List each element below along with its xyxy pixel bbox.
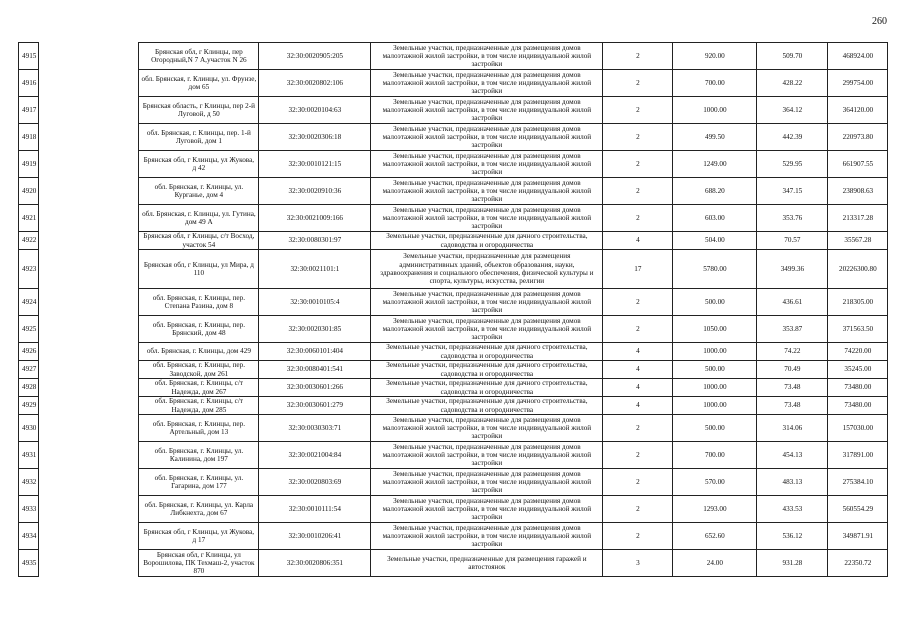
row-number-cell: 4918: [19, 124, 39, 151]
spacer-cell: [39, 415, 139, 442]
table-row: [19, 124, 888, 151]
address-cell: Брянская обл, г Клинцы, ул Жукова, д 42: [139, 151, 259, 178]
area-cell: 1249.00: [673, 151, 757, 178]
cadastral-number-cell: 32:30:0020301:85: [259, 316, 371, 343]
use-group-cell: 2: [603, 70, 673, 97]
cadastral-value-cell: 364120.00: [828, 97, 888, 124]
area-cell: 1293.00: [673, 496, 757, 523]
table-row: [19, 343, 888, 361]
cadastral-number-cell: 32:30:0010121:15: [259, 151, 371, 178]
land-use-cell: Земельные участки, предназначенные для размещения домов малоэтажной жилой застройки, в том числе индивидуальной жилой застройки: [371, 97, 603, 124]
land-use-cell: Земельные участки, предназначенные для размещения административных зданий, объектов образования, науки, здравоохранения и социального обеспечения, физической культуры и спорта, культуры, искусства, религии: [371, 250, 603, 289]
row-number-cell: 4931: [19, 442, 39, 469]
use-group-cell: 2: [603, 124, 673, 151]
address-cell: обл. Брянская, г. Клинцы, пер. 1-й Луговой, дом 1: [139, 124, 259, 151]
address-cell: Брянская обл, г Клинцы, ул Ворошилова, ПК Техмаш-2, участок 870: [139, 550, 259, 577]
spacer-cell: [39, 124, 139, 151]
land-use-cell: Земельные участки, предназначенные для размещения домов малоэтажной жилой застройки, в том числе индивидуальной жилой застройки: [371, 151, 603, 178]
unit-value-cell: 442.39: [757, 124, 828, 151]
cadastral-number-cell: 32:30:0060101:404: [259, 343, 371, 361]
cadastral-value-cell: 73480.00: [828, 379, 888, 397]
table-row: [19, 316, 888, 343]
row-number-cell: 4932: [19, 469, 39, 496]
cadastral-number-cell: 32:30:0020802:106: [259, 70, 371, 97]
unit-value-cell: 529.95: [757, 151, 828, 178]
cadastral-value-cell: 349871.91: [828, 523, 888, 550]
spacer-cell: [39, 523, 139, 550]
area-cell: 1050.00: [673, 316, 757, 343]
unit-value-cell: 73.48: [757, 397, 828, 415]
address-cell: обл. Брянская, г. Клинцы, с/т Надежда, дом 267: [139, 379, 259, 397]
spacer-cell: [39, 205, 139, 232]
use-group-cell: 2: [603, 442, 673, 469]
land-use-cell: Земельные участки, предназначенные для размещения домов малоэтажной жилой застройки, в том числе индивидуальной жилой застройки: [371, 178, 603, 205]
cadastral-value-cell: 22350.72: [828, 550, 888, 577]
cadastral-value-cell: 661907.55: [828, 151, 888, 178]
address-cell: Брянская область, г Клинцы, пер 2-й Луговой, д 50: [139, 97, 259, 124]
table-row: [19, 43, 888, 70]
spacer-cell: [39, 43, 139, 70]
cadastral-number-cell: 32:30:0021004:84: [259, 442, 371, 469]
land-use-cell: Земельные участки, предназначенные для дачного строительства, садоводства и огородничества: [371, 379, 603, 397]
unit-value-cell: 931.28: [757, 550, 828, 577]
use-group-cell: 2: [603, 316, 673, 343]
cadastral-value-cell: 220973.80: [828, 124, 888, 151]
area-cell: 570.00: [673, 469, 757, 496]
use-group-cell: 4: [603, 397, 673, 415]
spacer-cell: [39, 232, 139, 250]
cadastral-number-cell: 32:30:0010206:41: [259, 523, 371, 550]
row-number-cell: 4917: [19, 97, 39, 124]
use-group-cell: 4: [603, 232, 673, 250]
table-row: [19, 415, 888, 442]
address-cell: обл. Брянская, г. Клинцы, ул. Карла Либкнехта, дом 67: [139, 496, 259, 523]
row-number-cell: 4922: [19, 232, 39, 250]
cadastral-value-cell: 20226300.80: [828, 250, 888, 289]
use-group-cell: 2: [603, 205, 673, 232]
spacer-cell: [39, 151, 139, 178]
spacer-cell: [39, 496, 139, 523]
use-group-cell: 2: [603, 523, 673, 550]
row-number-cell: 4916: [19, 70, 39, 97]
land-use-cell: Земельные участки, предназначенные для размещения домов малоэтажной жилой застройки, в том числе индивидуальной жилой застройки: [371, 442, 603, 469]
unit-value-cell: 436.61: [757, 289, 828, 316]
row-number-cell: 4935: [19, 550, 39, 577]
cadastral-number-cell: 32:30:0020905:205: [259, 43, 371, 70]
spacer-cell: [39, 397, 139, 415]
area-cell: 688.20: [673, 178, 757, 205]
land-use-cell: Земельные участки, предназначенные для дачного строительства, садоводства и огородничества: [371, 361, 603, 379]
area-cell: 700.00: [673, 70, 757, 97]
use-group-cell: 4: [603, 343, 673, 361]
area-cell: 1000.00: [673, 97, 757, 124]
address-cell: обл. Брянская, г. Клинцы, дом 429: [139, 343, 259, 361]
use-group-cell: 2: [603, 415, 673, 442]
cadastral-value-cell: 371563.50: [828, 316, 888, 343]
table-row: [19, 70, 888, 97]
area-cell: 500.00: [673, 361, 757, 379]
address-cell: обл. Брянская, г. Клинцы, ул. Гутина, дом 49 А: [139, 205, 259, 232]
use-group-cell: 2: [603, 178, 673, 205]
area-cell: 1000.00: [673, 379, 757, 397]
row-number-cell: 4925: [19, 316, 39, 343]
row-number-cell: 4934: [19, 523, 39, 550]
land-use-cell: Земельные участки, предназначенные для размещения домов малоэтажной жилой застройки, в том числе индивидуальной жилой застройки: [371, 70, 603, 97]
land-use-cell: Земельные участки, предназначенные для размещения домов малоэтажной жилой застройки, в том числе индивидуальной жилой застройки: [371, 43, 603, 70]
use-group-cell: 17: [603, 250, 673, 289]
area-cell: 24.00: [673, 550, 757, 577]
address-cell: обл. Брянская, г. Клинцы, ул. Фрунзе, дом 65: [139, 70, 259, 97]
table-row: [19, 523, 888, 550]
address-cell: обл. Брянская, г. Клинцы, пер. Степана Разина, дом 8: [139, 289, 259, 316]
area-cell: 920.00: [673, 43, 757, 70]
unit-value-cell: 73.48: [757, 379, 828, 397]
cadastral-value-cell: 299754.00: [828, 70, 888, 97]
cadastral-number-cell: 32:30:0020803:69: [259, 469, 371, 496]
unit-value-cell: 364.12: [757, 97, 828, 124]
cadastral-value-cell: 74220.00: [828, 343, 888, 361]
row-number-cell: 4920: [19, 178, 39, 205]
spacer-cell: [39, 469, 139, 496]
cadastral-value-cell: 157030.00: [828, 415, 888, 442]
cadastral-number-cell: 32:30:0010111:54: [259, 496, 371, 523]
table-row: [19, 250, 888, 289]
address-cell: обл. Брянская, г. Клинцы, ул. Калинина, дом 197: [139, 442, 259, 469]
unit-value-cell: 3499.36: [757, 250, 828, 289]
area-cell: 652.60: [673, 523, 757, 550]
spacer-cell: [39, 550, 139, 577]
row-number-cell: 4930: [19, 415, 39, 442]
land-use-cell: Земельные участки, предназначенные для размещения домов малоэтажной жилой застройки, в том числе индивидуальной жилой застройки: [371, 523, 603, 550]
cadastral-number-cell: 32:30:0030601:279: [259, 397, 371, 415]
area-cell: 700.00: [673, 442, 757, 469]
land-use-cell: Земельные участки, предназначенные для дачного строительства, садоводства и огородничества: [371, 397, 603, 415]
table-row: [19, 469, 888, 496]
row-number-cell: 4928: [19, 379, 39, 397]
table-row: [19, 442, 888, 469]
cadastral-value-cell: 73480.00: [828, 397, 888, 415]
row-number-cell: 4933: [19, 496, 39, 523]
address-cell: Брянская обл, г Клинцы, ул Жукова, д 17: [139, 523, 259, 550]
row-number-cell: 4927: [19, 361, 39, 379]
area-cell: 1000.00: [673, 343, 757, 361]
spacer-cell: [39, 97, 139, 124]
cadastral-number-cell: 32:30:0020806:351: [259, 550, 371, 577]
land-use-cell: Земельные участки, предназначенные для размещения гаражей и автостоянок: [371, 550, 603, 577]
cadastral-number-cell: 32:30:0021009:166: [259, 205, 371, 232]
row-number-cell: 4919: [19, 151, 39, 178]
cadastral-number-cell: 32:30:0020306:18: [259, 124, 371, 151]
use-group-cell: 2: [603, 289, 673, 316]
cadastral-number-cell: 32:30:0010105:4: [259, 289, 371, 316]
cadastral-value-cell: 35245.00: [828, 361, 888, 379]
cadastral-number-cell: 32:30:0020910:36: [259, 178, 371, 205]
land-use-cell: Земельные участки, предназначенные для размещения домов малоэтажной жилой застройки, в том числе индивидуальной жилой застройки: [371, 289, 603, 316]
row-number-cell: 4926: [19, 343, 39, 361]
cadastral-number-cell: 32:30:0021101:1: [259, 250, 371, 289]
use-group-cell: 3: [603, 550, 673, 577]
area-cell: 500.00: [673, 289, 757, 316]
table-row: [19, 361, 888, 379]
table-row: [19, 178, 888, 205]
unit-value-cell: 314.06: [757, 415, 828, 442]
address-cell: обл. Брянская, г. Клинцы, пер. Брянский, дом 48: [139, 316, 259, 343]
row-number-cell: 4921: [19, 205, 39, 232]
land-use-cell: Земельные участки, предназначенные для размещения домов малоэтажной жилой застройки, в том числе индивидуальной жилой застройки: [371, 124, 603, 151]
address-cell: обл. Брянская, г. Клинцы, ул. Гагарина, дом 177: [139, 469, 259, 496]
unit-value-cell: 70.57: [757, 232, 828, 250]
table-row: [19, 151, 888, 178]
unit-value-cell: 347.15: [757, 178, 828, 205]
spacer-cell: [39, 343, 139, 361]
table-row: [19, 496, 888, 523]
table-row: [19, 379, 888, 397]
land-use-cell: Земельные участки, предназначенные для размещения домов малоэтажной жилой застройки, в том числе индивидуальной жилой застройки: [371, 469, 603, 496]
use-group-cell: 2: [603, 43, 673, 70]
table-row: [19, 97, 888, 124]
cadastral-value-cell: 218305.00: [828, 289, 888, 316]
table-row: [19, 205, 888, 232]
address-cell: обл. Брянская, г. Клинцы, пер. Артельный, дом 13: [139, 415, 259, 442]
address-cell: обл. Брянская, г. Клинцы, ул. Курганье, дом 4: [139, 178, 259, 205]
land-use-cell: Земельные участки, предназначенные для размещения домов малоэтажной жилой застройки, в том числе индивидуальной жилой застройки: [371, 415, 603, 442]
cadastral-value-cell: 275384.10: [828, 469, 888, 496]
use-group-cell: 4: [603, 361, 673, 379]
table-row: [19, 397, 888, 415]
unit-value-cell: 536.12: [757, 523, 828, 550]
area-cell: 603.00: [673, 205, 757, 232]
unit-value-cell: 353.87: [757, 316, 828, 343]
row-number-cell: 4929: [19, 397, 39, 415]
address-cell: Брянская обл, г Клинцы, с/т Восход, участок 54: [139, 232, 259, 250]
table-body: [19, 43, 888, 577]
spacer-cell: [39, 289, 139, 316]
cadastral-value-cell: 317891.00: [828, 442, 888, 469]
land-use-cell: Земельные участки, предназначенные для размещения домов малоэтажной жилой застройки, в том числе индивидуальной жилой застройки: [371, 205, 603, 232]
use-group-cell: 2: [603, 469, 673, 496]
cadastral-value-cell: 468924.00: [828, 43, 888, 70]
row-number-cell: 4923: [19, 250, 39, 289]
unit-value-cell: 74.22: [757, 343, 828, 361]
address-cell: обл. Брянская, г. Клинцы, с/т Надежда, дом 285: [139, 397, 259, 415]
use-group-cell: 2: [603, 97, 673, 124]
row-number-cell: 4924: [19, 289, 39, 316]
cadastral-number-cell: 32:30:0030601:266: [259, 379, 371, 397]
spacer-cell: [39, 361, 139, 379]
cadastral-value-cell: 213317.28: [828, 205, 888, 232]
land-use-cell: Земельные участки, предназначенные для размещения домов малоэтажной жилой застройки, в том числе индивидуальной жилой застройки: [371, 496, 603, 523]
cadastral-value-cell: 560554.29: [828, 496, 888, 523]
area-cell: 504.00: [673, 232, 757, 250]
use-group-cell: 2: [603, 496, 673, 523]
page-number: 260: [872, 16, 887, 27]
area-cell: 1000.00: [673, 397, 757, 415]
land-use-cell: Земельные участки, предназначенные для дачного строительства, садоводства и огородничества: [371, 343, 603, 361]
use-group-cell: 4: [603, 379, 673, 397]
address-cell: Брянская обл, г Клинцы, ул Мира, д 110: [139, 250, 259, 289]
table-row: [19, 232, 888, 250]
spacer-cell: [39, 70, 139, 97]
area-cell: 500.00: [673, 415, 757, 442]
row-number-cell: 4915: [19, 43, 39, 70]
area-cell: 5780.00: [673, 250, 757, 289]
cadastral-number-cell: 32:30:0020104:63: [259, 97, 371, 124]
spacer-cell: [39, 316, 139, 343]
unit-value-cell: 70.49: [757, 361, 828, 379]
land-use-cell: Земельные участки, предназначенные для размещения домов малоэтажной жилой застройки, в том числе индивидуальной жилой застройки: [371, 316, 603, 343]
unit-value-cell: 428.22: [757, 70, 828, 97]
cadastral-value-cell: 35567.28: [828, 232, 888, 250]
use-group-cell: 2: [603, 151, 673, 178]
unit-value-cell: 433.53: [757, 496, 828, 523]
land-use-cell: Земельные участки, предназначенные для дачного строительства, садоводства и огородничества: [371, 232, 603, 250]
spacer-cell: [39, 379, 139, 397]
cadastral-value-cell: 238908.63: [828, 178, 888, 205]
area-cell: 499.50: [673, 124, 757, 151]
unit-value-cell: 509.70: [757, 43, 828, 70]
spacer-cell: [39, 250, 139, 289]
address-cell: обл. Брянская, г. Клинцы, пер. Заводской, дом 261: [139, 361, 259, 379]
land-cadastre-table: [18, 42, 888, 577]
spacer-cell: [39, 178, 139, 205]
unit-value-cell: 454.13: [757, 442, 828, 469]
land-cadastre-table-container: [18, 42, 888, 577]
spacer-cell: [39, 442, 139, 469]
cadastral-number-cell: 32:30:0030303:71: [259, 415, 371, 442]
address-cell: Брянская обл, г Клинцы, пер Огородный,N 7 А,участок N 26: [139, 43, 259, 70]
cadastral-number-cell: 32:30:0080401:541: [259, 361, 371, 379]
table-row: [19, 289, 888, 316]
cadastral-number-cell: 32:30:0080301:97: [259, 232, 371, 250]
unit-value-cell: 483.13: [757, 469, 828, 496]
unit-value-cell: 353.76: [757, 205, 828, 232]
table-row: [19, 550, 888, 577]
